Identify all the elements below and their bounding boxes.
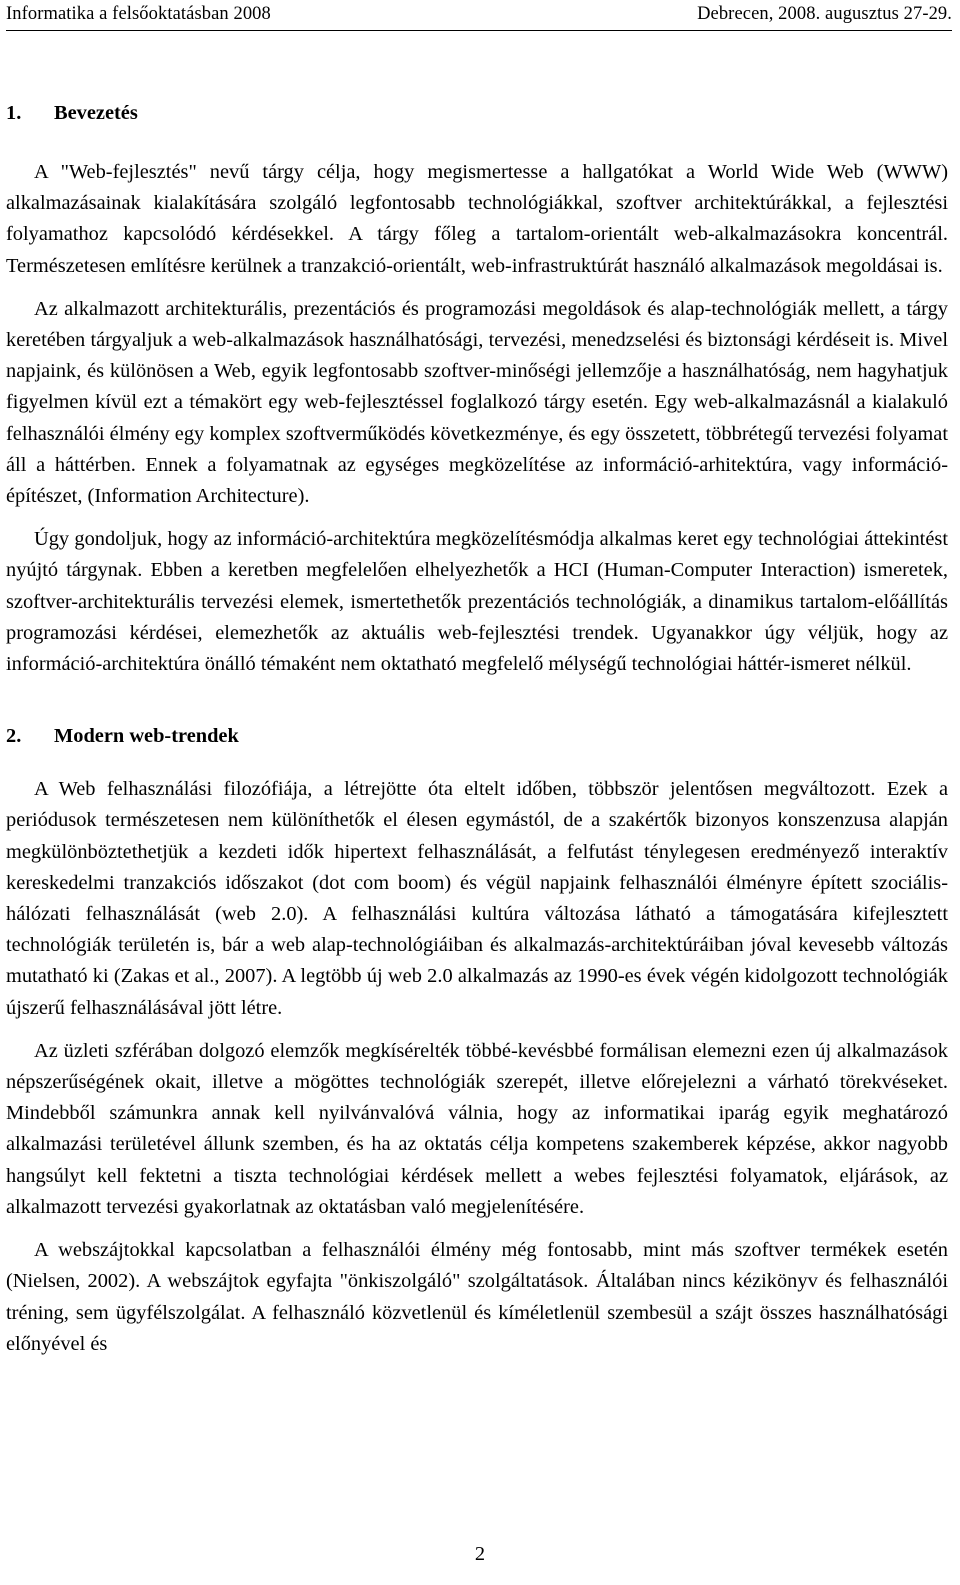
section-heading-modern-web-trends [6,721,948,752]
paragraph: A webszájtokkal kapcsolatban a felhasználói élmény még fontosabb, mint más szoftver termékek esetén (Nielsen, 2002). A webszájtok egyfajta "önkiszolgáló" szolgáltatások. Általában nincs kézikönyv és felhasználói tréning, sem ügyfélszolgálat. A felhasználó közvetlenül és kíméletlenül szembesül a szájt összes használhatósági előnyével és [6,1239,948,1355]
page-number: 2 [474,1543,486,1565]
paragraph: A Web felhasználási filozófiája, a létrejötte óta eltelt időben, többször jelentősen megváltozott. Ezek a periódusok természetesen nem különíthetők el élesen egymástól, de a szakértők bizonyos konszenzusa alapján megkülönböztethetjük a kezdeti idők hipertext felhasználását, a felfutást ténylegesen eredményező interaktív kereskedelmi tranzakciós időszakot (dot com boom) és végül napjaink felhasználói élményre épített szociális-hálózati felhasználását (web 2.0). A felhasználási kultúra változása látható a támogatására kifejlesztett technológiák területén is, bár a web alap-technológiáiban és alkalmazás-architektúráiban jóval kevesebb változás mutatható ki (Zakas et al., 2007). A legtöbb új web 2.0 alkalmazás az 1990-es évek végén kidolgozott technológiák újszerű felhasználásával jött létre. [6,778,948,1019]
paragraph: A "Web-fejlesztés" nevű tárgy célja, hogy megismertesse a hallgatókat a World Wide Web (WWW) alkalmazásainak kialakítására szolgáló legfontosabb technológiákkal, szoftver architektúrákkal, a fejlesztési folyamathoz kapcsolódó kérdésekkel. A tárgy főleg a tartalom-orientált web-alkalmazásokra koncentrál. Természetesen említésre kerülnek a tranzakció-orientált, web-infrastruktúrát használó alkalmazások megoldásai is. [6,161,948,277]
page-header [6,2,952,31]
section-title: Modern web-trendek [54,725,239,748]
section-heading-introduction [6,98,948,129]
paragraph: Az alkalmazott architekturális, prezentációs és programozási megoldások és alap-technológiák mellett, a tárgy keretében tárgyaljuk a web-alkalmazások használhatósági, tervezési, menedzselési és biztonsági kérdéseit is. Mivel napjaink, és különösen a Web, egyik legfontosabb szoftver-minőségi jellemzője a használhatóság, nem hagyhatjuk figyelmen kívül ezt a témakört egy web-fejlesztéssel foglalkozó tárgy esetén. Egy web-alkalmazásnál a kialakuló felhasználói élmény egy komplex szoftverműködés következménye, és egy összetett, többrétegű tervezési folyamat áll a háttérben. Ennek a folyamatnak az egységes megközelítése az információ-arhitektúra, vagy információ-építészet, (Information Architecture). [6,297,948,508]
section-title: Bevezetés [54,102,138,124]
document-body [6,88,948,1372]
paragraph: Az üzleti szférában dolgozó elemzők megkísérelték többé-kevésbbé formálisan elemezni ezen új alkalmazások népszerűségének okait, illetve a mögöttes technológiák szerepét, illetve előrejelezni a várható törekvéseket. Mindebből számunkra annak kell nyilvánvalóvá válnia, hogy az informatikai iparág egyik meghatározó alkalmazási területével állunk szemben, és ha az oktatás célja kompetens szakemberek képzése, akkor nagyobb hangsúlyt kell fektetni a tiszta technológiai kérdések mellett a webes fejlesztési folyamatok, eljárások, az alkalmazott tervezési gyakorlatnak az oktatásban való megjelenítésére. [6,1039,948,1218]
header-place-date: Debrecen, 2008. augusztus 27-29. [697,4,952,24]
section-number: 1. [6,102,22,124]
section-number: 2. [6,725,22,748]
header-conference-title: Informatika a felsőoktatásban 2008 [6,4,271,24]
paragraph: Úgy gondoljuk, hogy az információ-architektúra megközelítésmódja alkalmas keret egy technológiai áttekintést nyújtó tárgynak. Ebben a keretben megfelelően elhelyezhetők a HCI (Human-Computer Interaction) ismeretek, szoftver-architekturális tervezési elemek, ismertethetők prezentációs technológiák, a dinamikus tartalom-előállítás programozási kérdései, elemezhetők az aktuális web-fejlesztési trendek. Ugyanakkor úgy véljük, hogy az információ-architektúra önálló témaként nem oktatható megfelelő mélységű technológiai háttér-ismeret nélkül. [6,528,948,676]
